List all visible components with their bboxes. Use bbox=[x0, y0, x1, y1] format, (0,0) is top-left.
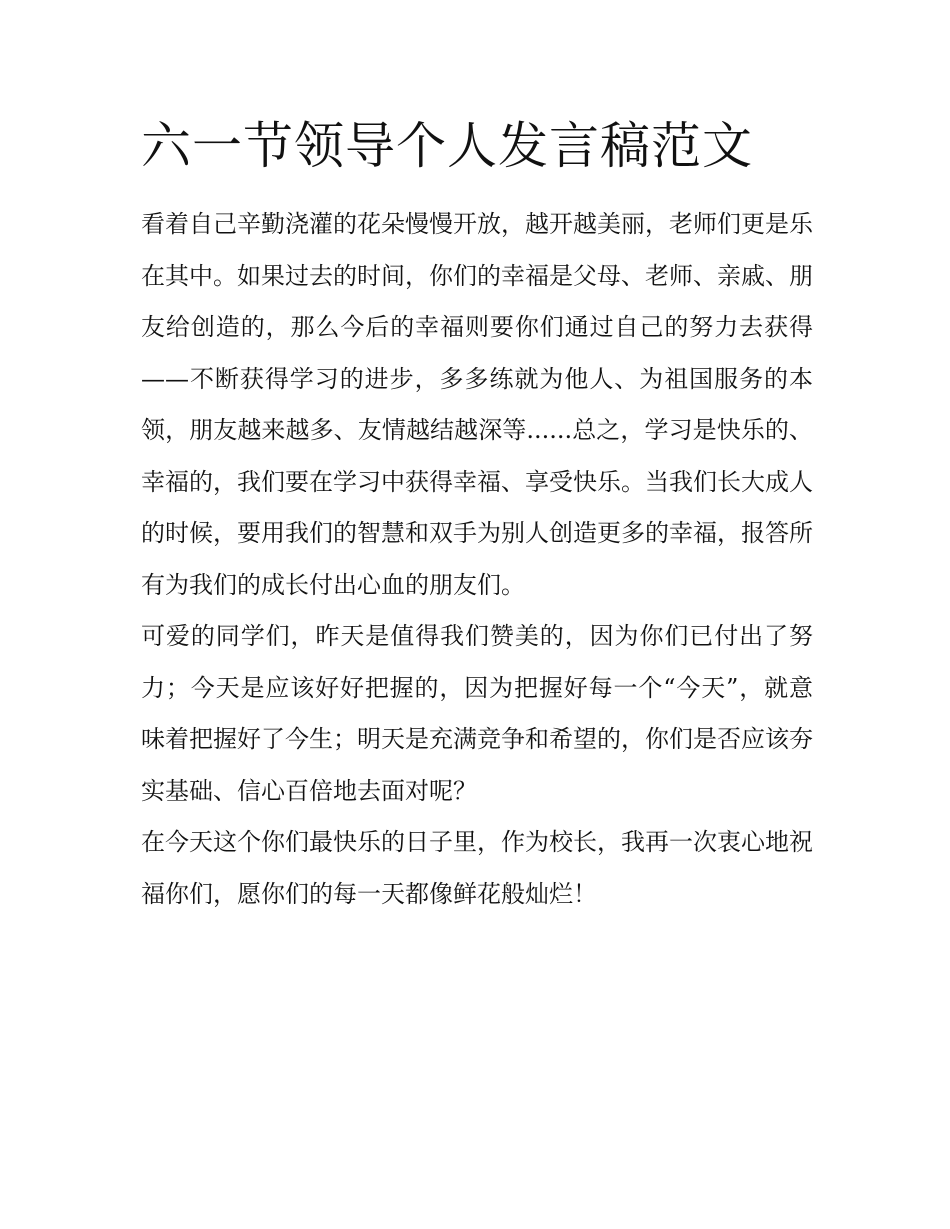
paragraph: 看着自己辛勤浇灌的花朵慢慢开放，越开越美丽，老师们更是乐在其中。如果过去的时间，你们的幸福是父母、老师、亲戚、朋友给创造的，那么今后的幸福则要你们通过自己的努力去获得——不断获得学习的进步，多多练就为他人、为祖国服务的本领，朋友越来越多、友情越结越深等......总之，学习是快乐的、幸福的，我们要在学习中获得幸福、享受快乐。当我们长大成人的时候，要用我们的智慧和双手为别人创造更多的幸福，报答所有为我们的成长付出心血的朋友们。 bbox=[141, 210, 813, 599]
document-body bbox=[141, 199, 813, 920]
paragraph: 在今天这个你们最快乐的日子里，作为校长，我再一次衷心地祝福你们，愿你们的每一天都像鲜花般灿烂！ bbox=[141, 828, 813, 908]
paragraph: 可爱的同学们，昨天是值得我们赞美的，因为你们已付出了努力；今天是应该好好把握的，因为把握好每一个“今天”，就意味着把握好了今生；明天是充满竞争和希望的，你们是否应该夯实基础、信心百倍地去面对呢？ bbox=[141, 622, 813, 805]
document-title: 六一节领导个人发言稿范文 bbox=[141, 117, 753, 175]
